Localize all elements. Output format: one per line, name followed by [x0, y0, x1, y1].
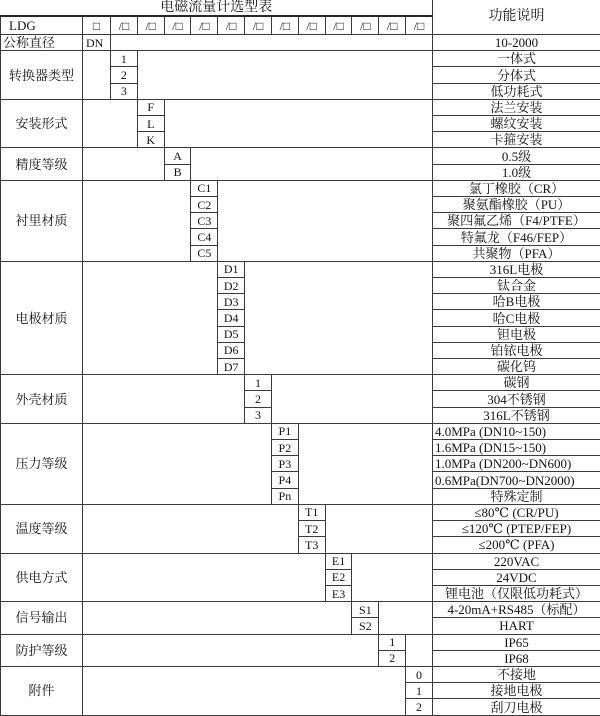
- table-row: [1, 261, 600, 277]
- section-label: 精度等级: [1, 148, 83, 180]
- option-code: C5: [191, 245, 218, 261]
- section-label: 安装形式: [1, 99, 83, 148]
- option-code: C2: [191, 197, 218, 213]
- section-label: 转换器类型: [1, 51, 83, 100]
- model-code-box-0: □: [83, 16, 111, 35]
- model-code-box-3: /□: [164, 16, 191, 35]
- option-code: 2: [245, 391, 272, 407]
- option-description: 4.0MPa (DN10~150): [433, 423, 600, 439]
- option-description: 1.0级: [433, 164, 600, 180]
- grid-spacer-right: [137, 51, 432, 100]
- grid-spacer-left: [83, 148, 165, 180]
- option-description: 铂铱电极: [433, 342, 600, 358]
- option-description: 刮刀电极: [433, 699, 600, 716]
- option-description: 锂电池（仅限低功耗式）: [433, 585, 600, 601]
- model-prefix: LDG: [1, 16, 83, 35]
- model-code-box-4: /□: [191, 16, 218, 35]
- grid-spacer-left: [83, 553, 326, 602]
- option-description: 分体式: [433, 67, 600, 83]
- option-code: T1: [298, 504, 325, 520]
- option-description: 316L不锈钢: [433, 407, 600, 423]
- grid-spacer-right: [325, 504, 432, 553]
- table-row: [1, 375, 600, 391]
- option-code: DN: [83, 35, 111, 51]
- option-description: 一体式: [433, 51, 600, 67]
- option-description: 316L电极: [433, 261, 600, 277]
- option-description: 碳化钨: [433, 359, 600, 375]
- section-label: 防护等级: [1, 634, 83, 666]
- grid-spacer-left: [83, 180, 191, 261]
- option-code: D7: [218, 359, 245, 375]
- option-code: S1: [352, 602, 379, 618]
- table-row: [1, 180, 600, 196]
- option-code: 1: [111, 51, 138, 67]
- option-code: E1: [325, 553, 352, 569]
- option-description: ≤200℃ (PFA): [433, 537, 600, 553]
- grid-spacer-left: [83, 666, 406, 715]
- section-label: 外壳材质: [1, 375, 83, 424]
- option-code: T3: [298, 537, 325, 553]
- option-code: D3: [218, 294, 245, 310]
- option-description: ≤120℃ (PTEP/FEP): [433, 521, 600, 537]
- model-code-box-2: /□: [137, 16, 164, 35]
- option-code: C3: [191, 213, 218, 229]
- table-row: [1, 99, 600, 115]
- option-description: HART: [433, 618, 600, 634]
- option-code: S2: [352, 618, 379, 634]
- option-code: D5: [218, 326, 245, 342]
- option-code: C1: [191, 180, 218, 196]
- option-description: 哈C电极: [433, 310, 600, 326]
- table-row: [1, 51, 600, 67]
- table-row: [1, 148, 600, 164]
- option-description: 1.6MPa (DN15~150): [433, 440, 600, 456]
- option-description: 共聚物（PFA）: [433, 245, 600, 261]
- option-code: Pn: [271, 488, 298, 504]
- option-description: 聚氨酯橡胶（PU）: [433, 197, 600, 213]
- table-row: [1, 35, 600, 51]
- option-code: 2: [406, 699, 433, 716]
- model-code-box-8: /□: [298, 16, 325, 35]
- option-code: A: [164, 148, 191, 164]
- option-description: 不接地: [433, 666, 600, 682]
- option-description: 卡箍安装: [433, 132, 600, 148]
- section-label: 公称直径: [1, 35, 83, 51]
- option-code: B: [164, 164, 191, 180]
- grid-spacer-right: [164, 99, 432, 148]
- option-code: P1: [271, 423, 298, 439]
- table-row: [1, 504, 600, 520]
- table-row: [1, 553, 600, 569]
- option-description: IP68: [433, 650, 600, 666]
- option-code: D2: [218, 278, 245, 294]
- option-code: 1: [379, 634, 406, 650]
- option-description: 特殊定制: [433, 488, 600, 504]
- option-code: T2: [298, 521, 325, 537]
- option-description: 24VDC: [433, 569, 600, 585]
- option-code: 0: [406, 666, 433, 682]
- option-code: 2: [111, 67, 138, 83]
- section-label: 衬里材质: [1, 180, 83, 261]
- option-description: 特氟龙（F46/FEP）: [433, 229, 600, 245]
- option-description: 4-20mA+RS485（标配）: [433, 602, 600, 618]
- table-row: [1, 602, 600, 618]
- function-column-header: 功能说明: [433, 0, 600, 35]
- option-description: 聚四氟乙烯（F4/PTFE）: [433, 213, 600, 229]
- option-code: D4: [218, 310, 245, 326]
- grid-spacer-right: [379, 602, 433, 634]
- model-code-box-7: /□: [271, 16, 298, 35]
- option-description: 钛合金: [433, 278, 600, 294]
- option-code: E2: [325, 569, 352, 585]
- grid-spacer-right: [406, 634, 433, 666]
- option-description: 钽电极: [433, 326, 600, 342]
- table-title: 电磁流量计选型表: [1, 0, 433, 16]
- option-description: 220VAC: [433, 553, 600, 569]
- grid-spacer-right: [352, 553, 433, 602]
- grid-spacer-right: [245, 261, 433, 374]
- grid-spacer-left: [83, 504, 299, 553]
- grid-spacer-left: [83, 375, 245, 424]
- option-description: 低功耗式: [433, 83, 600, 99]
- section-label: 信号输出: [1, 602, 83, 634]
- option-code: E3: [325, 585, 352, 601]
- model-code-box-10: /□: [352, 16, 379, 35]
- grid-spacer-left: [83, 99, 138, 148]
- option-code: 3: [111, 83, 138, 99]
- option-description: 10-2000: [433, 35, 600, 51]
- section-label: 温度等级: [1, 504, 83, 553]
- option-code: D1: [218, 261, 245, 277]
- section-label: 附件: [1, 666, 83, 715]
- option-description: 接地电极: [433, 683, 600, 699]
- option-description: 0.6MPa(DN700~DN2000): [433, 472, 600, 488]
- table-row: [1, 634, 600, 650]
- grid-spacer-left: [83, 602, 352, 634]
- grid-spacer-left: [83, 423, 272, 504]
- option-description: 0.5级: [433, 148, 600, 164]
- grid-spacer-right: [298, 423, 432, 504]
- option-description: 304不锈钢: [433, 391, 600, 407]
- model-code-box-5: /□: [218, 16, 245, 35]
- section-label: 压力等级: [1, 423, 83, 504]
- title-row: [1, 0, 600, 16]
- grid-spacer-left: [83, 261, 218, 374]
- model-code-box-1: /□: [111, 16, 138, 35]
- option-code: 1: [406, 683, 433, 699]
- option-code: D6: [218, 342, 245, 358]
- option-description: 1.0MPa (DN200~DN600): [433, 456, 600, 472]
- grid-spacer-right: [111, 35, 433, 51]
- grid-spacer-right: [218, 180, 433, 261]
- table-row: [1, 666, 600, 682]
- option-code: P3: [271, 456, 298, 472]
- option-description: 哈B电极: [433, 294, 600, 310]
- option-code: 3: [245, 407, 272, 423]
- model-code-box-11: /□: [379, 16, 406, 35]
- option-description: ≤80℃ (CR/PU): [433, 504, 600, 520]
- option-code: K: [137, 132, 164, 148]
- section-label: 电极材质: [1, 261, 83, 374]
- option-description: 氯丁橡胶（CR）: [433, 180, 600, 196]
- option-description: 螺纹安装: [433, 116, 600, 132]
- option-code: 2: [379, 650, 406, 666]
- option-description: 碳钢: [433, 375, 600, 391]
- option-description: IP65: [433, 634, 600, 650]
- model-code-box-6: /□: [245, 16, 272, 35]
- grid-spacer-left: [83, 51, 111, 100]
- grid-spacer-right: [271, 375, 432, 424]
- model-code-box-12: /□: [406, 16, 433, 35]
- grid-spacer-right: [191, 148, 433, 180]
- option-code: C4: [191, 229, 218, 245]
- grid-spacer-left: [83, 634, 379, 666]
- option-code: P4: [271, 472, 298, 488]
- option-code: 1: [245, 375, 272, 391]
- option-description: 法兰安装: [433, 99, 600, 115]
- option-code: L: [137, 116, 164, 132]
- model-code-box-9: /□: [325, 16, 352, 35]
- option-code: P2: [271, 440, 298, 456]
- table-row: [1, 423, 600, 439]
- section-label: 供电方式: [1, 553, 83, 602]
- option-code: F: [137, 99, 164, 115]
